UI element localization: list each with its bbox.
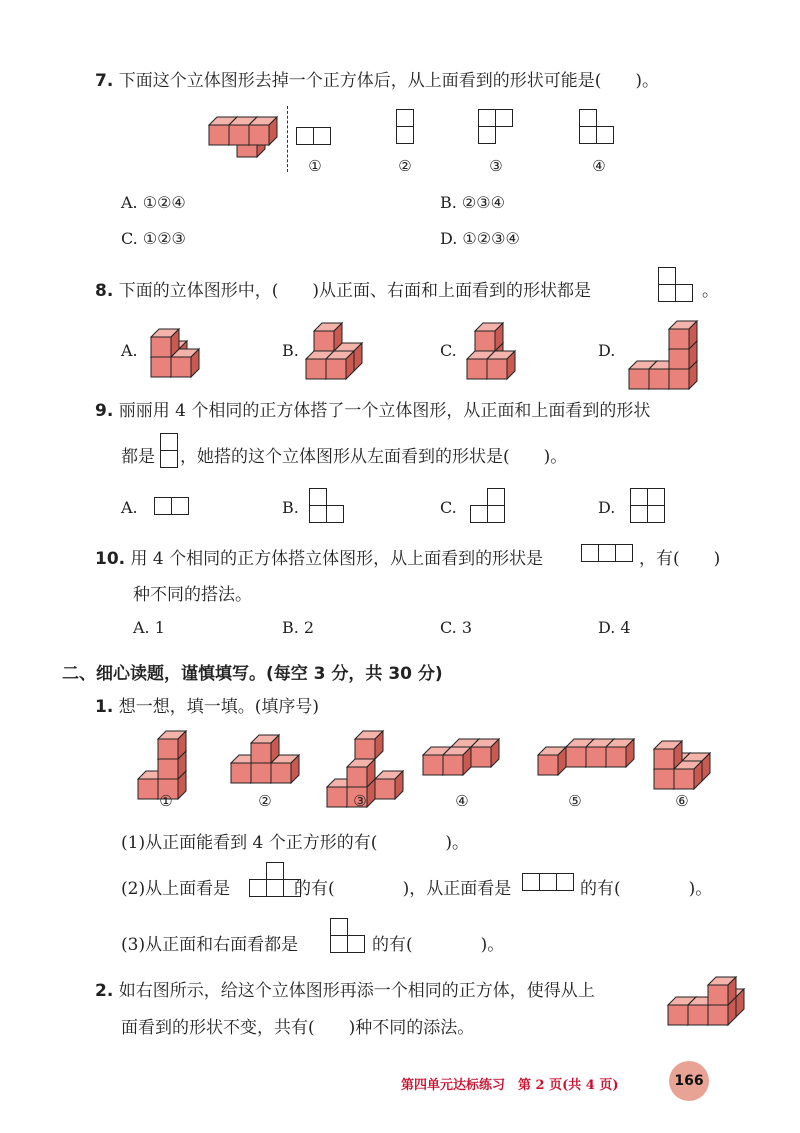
cube-stack-drawing	[667, 968, 745, 1026]
inline-shape-q8	[658, 267, 693, 302]
top-view-option-1	[296, 127, 331, 145]
label-2: ②	[258, 792, 272, 810]
label-3: ③	[489, 157, 503, 175]
grid-cell	[675, 284, 693, 302]
sub-question-2-b: 的有( )，从正面看是	[294, 879, 512, 899]
inline-shape-front-view	[522, 873, 574, 891]
cube-stack-drawing	[137, 730, 187, 800]
grid-cell	[249, 879, 267, 897]
grid-cell	[579, 109, 597, 127]
grid-cell	[154, 497, 172, 515]
cube-figure-q2	[667, 968, 745, 1030]
cube	[375, 771, 403, 799]
grid-cell	[309, 488, 327, 506]
label-5: ⑤	[568, 792, 582, 810]
grid-cell	[470, 505, 488, 523]
question-8-end: 。	[702, 281, 719, 301]
cube-figure-q8b	[305, 322, 363, 384]
cube	[606, 739, 634, 767]
option-a[interactable]: A.	[121, 498, 138, 517]
grid-cell	[396, 109, 414, 127]
view-option-d	[630, 488, 665, 523]
option-d[interactable]: D.	[598, 341, 616, 360]
cube	[326, 351, 354, 379]
option-b[interactable]: B. 2	[282, 618, 315, 637]
cube-figure-q8d	[628, 320, 698, 394]
grid-cell	[487, 488, 505, 506]
question-7	[95, 66, 659, 91]
question-number: 7.	[95, 71, 114, 91]
cube	[708, 977, 736, 1005]
sub-question-1: (1)从正面能看到 4 个正方形的有( )。	[121, 833, 469, 853]
cube	[158, 731, 186, 759]
grid-cell	[347, 935, 365, 953]
view-option-b	[309, 488, 344, 523]
grid-cell	[478, 109, 496, 127]
question-number: 8.	[95, 281, 114, 301]
inline-shape-front-right	[330, 918, 365, 953]
question-9-line2-end: ，她搭的这个立体图形从左面看到的形状是( )。	[180, 447, 568, 467]
inline-shape-q9	[160, 433, 178, 468]
question-text: 如右图所示，给这个立体图形再添一个相同的正方体，使得从上	[118, 981, 595, 1001]
cube-stack-drawing	[230, 734, 300, 784]
option-a[interactable]: A. 1	[133, 618, 165, 637]
label-2: ②	[398, 157, 412, 175]
sub-question-2-a: (2)从上面看是	[121, 879, 231, 899]
sub-question-3-b: 的有( )。	[372, 935, 505, 955]
cube-figure-q8c	[466, 322, 524, 384]
cube	[475, 323, 503, 351]
question-text: 下面这个立体图形去掉一个正方体后，从上面看到的形状可能是( )。	[118, 71, 659, 91]
sub-question-2-c: 的有( )。	[580, 879, 713, 899]
option-a[interactable]: A. ①②④	[121, 193, 186, 212]
grid-cell	[522, 873, 540, 891]
label-6: ⑥	[675, 792, 689, 810]
question-8	[95, 276, 591, 301]
grid-cell	[326, 505, 344, 523]
cube	[471, 739, 499, 767]
cube	[487, 351, 515, 379]
grid-cell	[630, 505, 648, 523]
grid-cell	[647, 488, 665, 506]
dashed-divider	[287, 106, 288, 172]
grid-cell	[539, 873, 557, 891]
option-c[interactable]: C.	[440, 341, 457, 360]
top-view-option-4	[579, 109, 614, 144]
grid-cell	[658, 284, 676, 302]
question-10-end: ，有( )	[639, 549, 721, 569]
grid-cell	[487, 505, 505, 523]
label-4: ④	[592, 157, 606, 175]
label-1: ①	[159, 792, 173, 810]
question-number: 1.	[95, 697, 114, 717]
grid-cell	[596, 126, 614, 144]
grid-cell	[658, 267, 676, 285]
grid-cell	[556, 873, 574, 891]
grid-cell	[495, 109, 513, 127]
option-d[interactable]: D. 4	[598, 618, 631, 637]
question-text: 想一想，填一填。(填序号)	[118, 697, 319, 717]
question-number: 10.	[95, 549, 126, 569]
label-4: ④	[455, 792, 469, 810]
section-heading: 二、细心读题，谨慎填写。(每空 3 分，共 30 分)	[62, 664, 443, 684]
cube	[251, 735, 279, 763]
cube-figure-6	[653, 732, 711, 794]
cube	[355, 731, 383, 759]
cube	[151, 329, 179, 357]
grid-cell	[171, 497, 189, 515]
grid-cell	[330, 918, 348, 936]
cube	[654, 741, 682, 769]
footer-text: 第四单元达标练习 第 2 页(共 4 页)	[401, 1078, 619, 1093]
question-10	[95, 544, 543, 569]
cube-stack-drawing	[150, 320, 208, 378]
sub-question-3-a: (3)从正面和右面看都是	[121, 935, 299, 955]
option-b[interactable]: B.	[282, 341, 299, 360]
grid-cell	[160, 433, 178, 451]
option-d[interactable]: D. ①②③④	[440, 229, 520, 248]
grid-cell	[309, 505, 327, 523]
grid-cell	[396, 126, 414, 144]
option-a[interactable]: A.	[121, 341, 138, 360]
grid-cell	[581, 544, 599, 562]
question-number: 9.	[95, 401, 114, 421]
section2-question-2-line2: 面看到的形状不变，共有( )种不同的添法。	[121, 1018, 475, 1038]
section2-question-2	[95, 976, 595, 1001]
grid-cell	[330, 935, 348, 953]
cube-stack-drawing	[422, 738, 500, 776]
option-b[interactable]: B. ②③④	[440, 193, 505, 212]
grid-cell	[478, 126, 496, 144]
view-option-c	[470, 488, 505, 523]
option-b[interactable]: B.	[282, 498, 299, 517]
cube-stack-drawing	[628, 320, 698, 390]
grid-cell	[598, 544, 616, 562]
section2-question-1	[95, 692, 319, 717]
grid-cell	[579, 126, 597, 144]
grid-cell	[160, 450, 178, 468]
label-3: ③	[353, 792, 367, 810]
grid-cell	[647, 505, 665, 523]
cube-stack-drawing	[537, 738, 635, 776]
cube	[538, 747, 566, 775]
grid-cell	[266, 862, 284, 880]
option-c[interactable]: C. ①②③	[121, 229, 186, 248]
label-1: ①	[308, 157, 322, 175]
cube-figure-q8a	[150, 320, 208, 382]
grid-cell	[630, 488, 648, 506]
top-view-option-2	[396, 109, 414, 144]
cube-figure-q7	[208, 108, 286, 170]
grid-cell	[313, 127, 331, 145]
question-9-line2-start: 都是	[121, 447, 155, 467]
cube	[443, 747, 471, 775]
question-number: 2.	[95, 981, 114, 1001]
cube	[249, 117, 277, 145]
grid-cell	[296, 127, 314, 145]
option-c[interactable]: C.	[440, 498, 457, 517]
question-text: 丽丽用 4 个相同的正方体搭了一个立体图形，从正面和上面看到的形状	[118, 401, 651, 421]
top-view-option-3	[478, 109, 513, 144]
cube-stack-drawing	[305, 322, 363, 380]
inline-shape-q10	[581, 544, 633, 562]
cube-stack-drawing	[208, 108, 286, 166]
page-number-badge: 166	[669, 1061, 709, 1101]
cube-stack-drawing	[466, 322, 524, 380]
cube	[669, 321, 697, 349]
grid-cell	[266, 879, 284, 897]
cube	[347, 759, 375, 787]
question-10-line2: 种不同的搭法。	[133, 585, 252, 605]
option-c[interactable]: C. 3	[440, 618, 473, 637]
cube-figure-2	[230, 734, 300, 788]
question-text: 下面的立体图形中，( )从正面、右面和上面看到的形状都是	[118, 281, 591, 301]
grid-cell	[615, 544, 633, 562]
cube-stack-drawing	[653, 732, 711, 790]
view-option-a	[154, 497, 189, 515]
question-text: 用 4 个相同的正方体搭立体图形，从上面看到的形状是	[130, 549, 544, 569]
cube-figure-4	[422, 738, 500, 780]
cube	[314, 323, 342, 351]
cube-figure-5	[537, 738, 635, 780]
question-9	[95, 396, 650, 421]
option-d[interactable]: D.	[598, 498, 616, 517]
